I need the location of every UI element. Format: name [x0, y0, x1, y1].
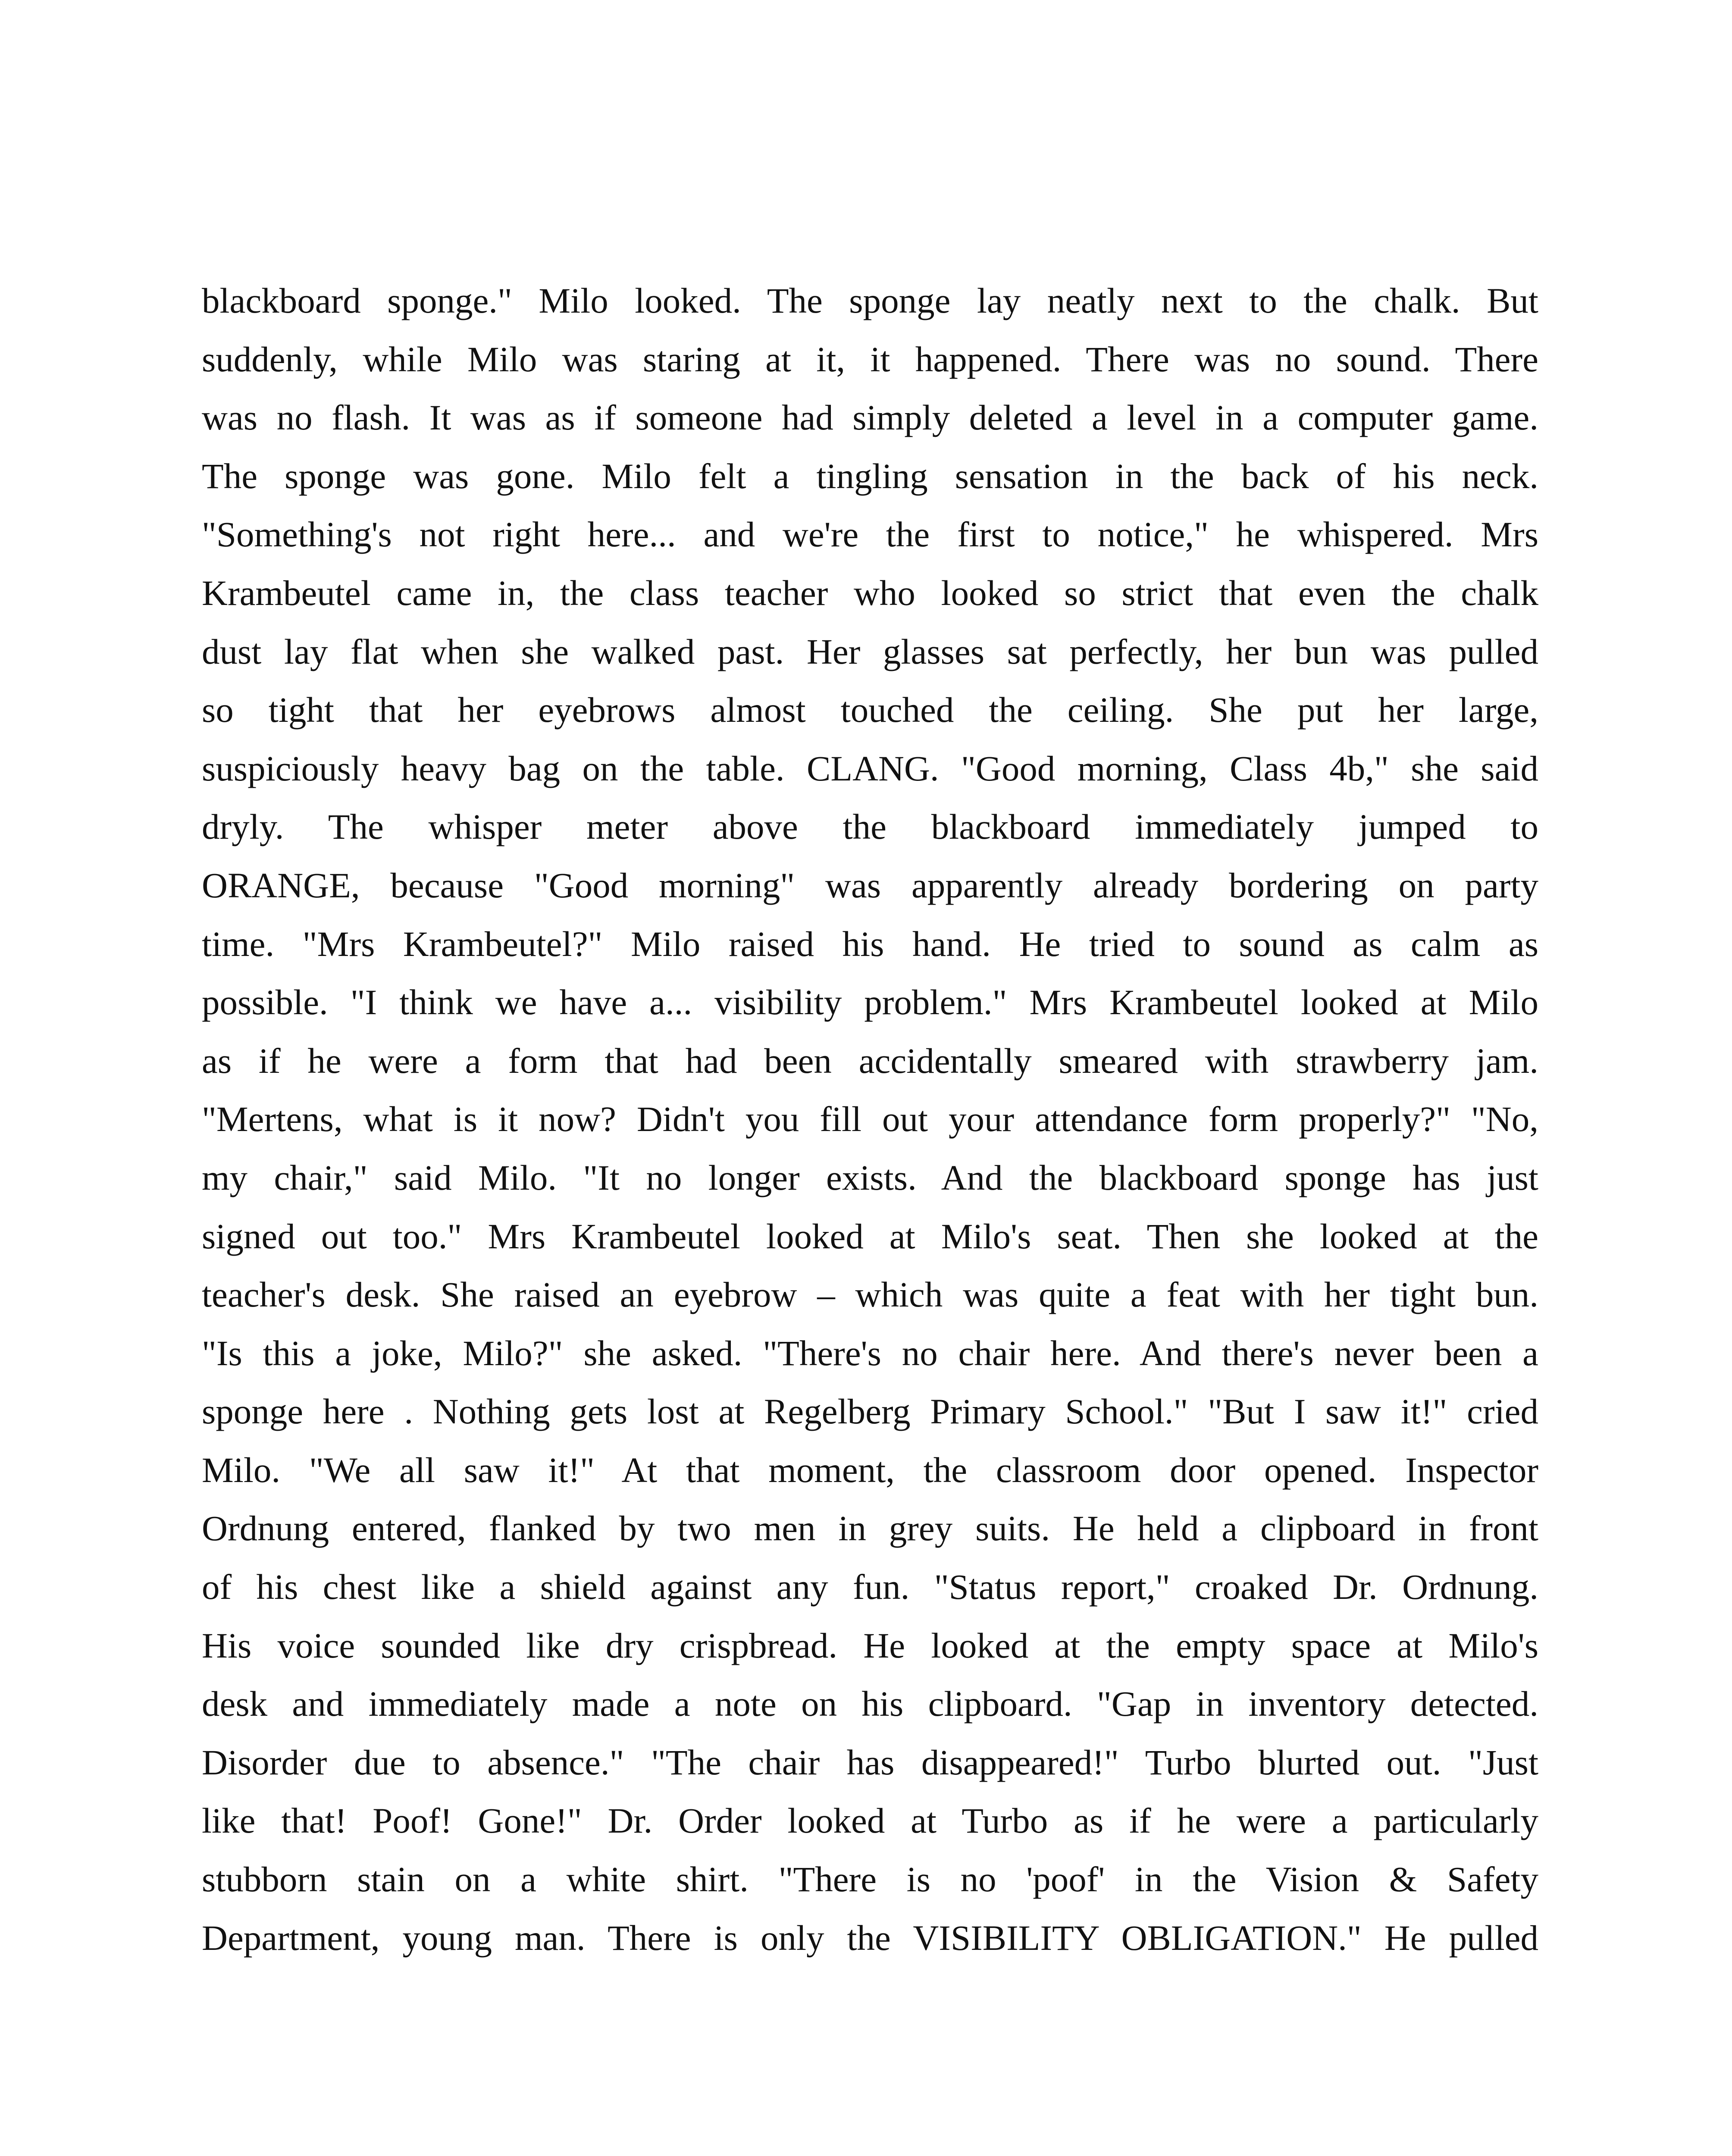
text-line: Disorder due to absence." "The chair has disappeared!" Turbo blurted out. "Just — [202, 1742, 1538, 1782]
text-line: teacher's desk. She raised an eyebrow – which was quite a feat with her tight bun. — [202, 1275, 1538, 1315]
text-line: ORANGE, because "Good morning" was apparently already bordering on party — [202, 865, 1538, 905]
text-line: possible. "I think we have a... visibility problem." Mrs Krambeutel looked at Milo — [202, 982, 1538, 1022]
text-line: "Something's not right here... and we're the first to notice," he whispered. Mrs — [202, 514, 1538, 555]
text-line: desk and immediately made a note on his clipboard. "Gap in inventory detected. — [202, 1684, 1538, 1724]
text-line: Milo. "We all saw it!" At that moment, the classroom door opened. Inspector — [202, 1450, 1538, 1490]
text-line: signed out too." Mrs Krambeutel looked at Milo's seat. Then she looked at the — [202, 1216, 1538, 1256]
text-line: was no flash. It was as if someone had simply deleted a level in a computer game. — [202, 398, 1538, 438]
text-line: His voice sounded like dry crispbread. He looked at the empty space at Milo's — [202, 1625, 1538, 1665]
text-line: dryly. The whisper meter above the blackboard immediately jumped to — [202, 807, 1538, 847]
text-line: my chair," said Milo. "It no longer exists. And the blackboard sponge has just — [202, 1157, 1538, 1197]
text-line: Krambeutel came in, the class teacher who looked so strict that even the chalk — [202, 573, 1538, 613]
text-line: suspiciously heavy bag on the table. CLANG. "Good morning, Class 4b," she said — [202, 748, 1538, 788]
text-line: stubborn stain on a white shirt. "There is no 'poof' in the Vision & Safety — [202, 1859, 1538, 1899]
text-line: suddenly, while Milo was staring at it, it happened. There was no sound. There — [202, 339, 1538, 379]
body-text — [202, 272, 1538, 1967]
text-line: of his chest like a shield against any fun. "Status report," croaked Dr. Ordnung. — [202, 1567, 1538, 1607]
text-line: Department, young man. There is only the VISIBILITY OBLIGATION." He pulled — [202, 1918, 1538, 1958]
text-line: like that! Poof! Gone!" Dr. Order looked at Turbo as if he were a particularly — [202, 1801, 1538, 1841]
text-line: as if he were a form that had been accidentally smeared with strawberry jam. — [202, 1040, 1538, 1081]
text-line: The sponge was gone. Milo felt a tingling sensation in the back of his neck. — [202, 456, 1538, 496]
text-line: "Mertens, what is it now? Didn't you fill out your attendance form properly?" "No, — [202, 1099, 1538, 1139]
text-line: Ordnung entered, flanked by two men in grey suits. He held a clipboard in front — [202, 1508, 1538, 1548]
text-line: dust lay flat when she walked past. Her glasses sat perfectly, her bun was pulled — [202, 631, 1538, 671]
text-line: time. "Mrs Krambeutel?" Milo raised his hand. He tried to sound as calm as — [202, 924, 1538, 964]
text-line: blackboard sponge." Milo looked. The sponge lay neatly next to the chalk. But — [202, 281, 1538, 320]
text-line: "Is this a joke, Milo?" she asked. "There's no chair here. And there's never been a — [202, 1333, 1538, 1373]
text-line: so tight that her eyebrows almost touched the ceiling. She put her large, — [202, 690, 1538, 730]
text-line: sponge here . Nothing gets lost at Regelberg Primary School." "But I saw it!" cried — [202, 1391, 1538, 1432]
